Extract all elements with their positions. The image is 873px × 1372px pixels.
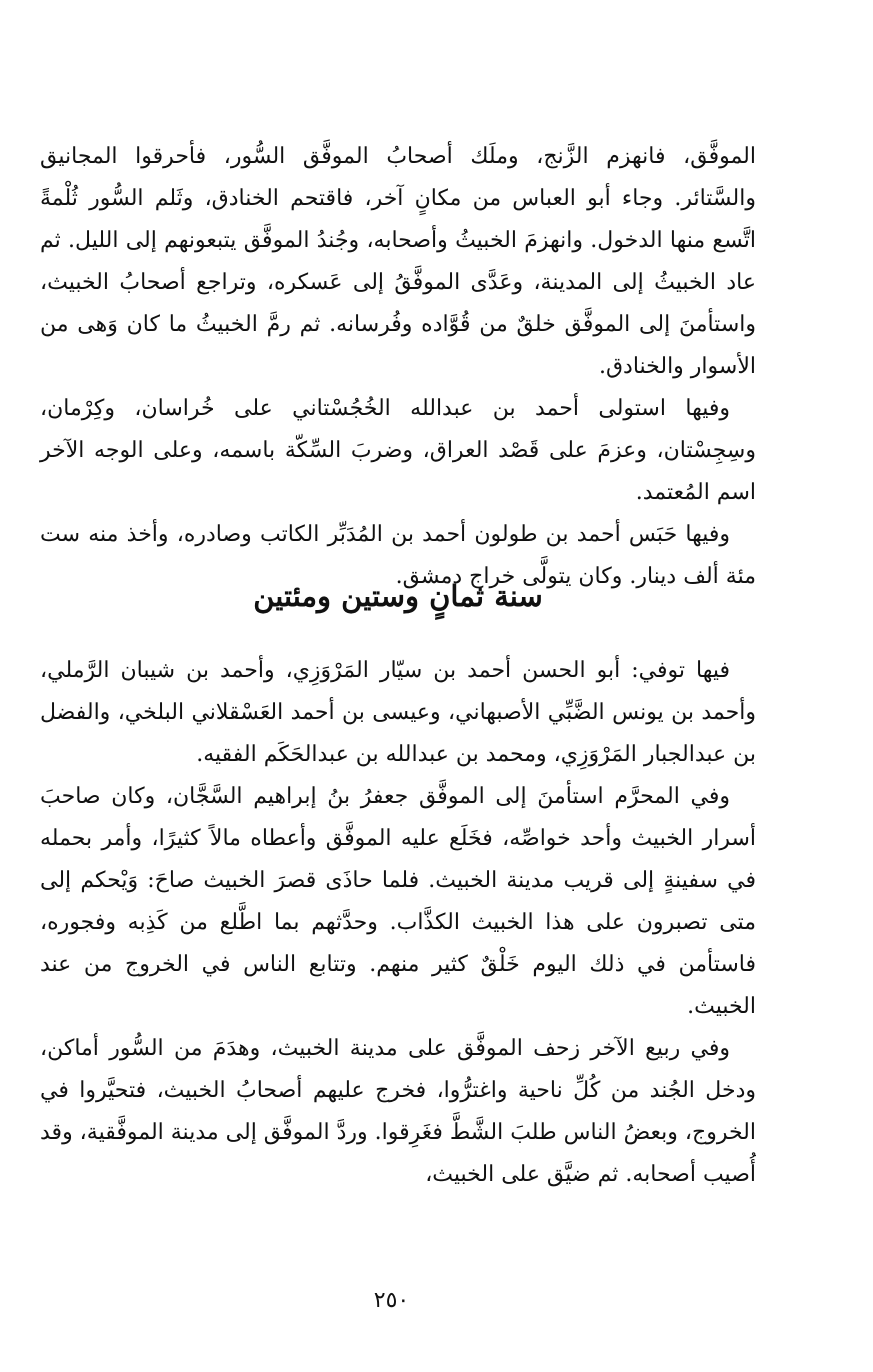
paragraph-khujustani: وفيها استولى أحمد بن عبدالله الخُجُسْتاني على خُراسان، وكِرْمان، وسِجِسْتان، وعزمَ على قَصْد العراق، وضربَ السِّكّة باسمه، وعلى الوجه الآخر اسم المُعتمد. — [40, 396, 756, 505]
section-title: سنة ثمانٍ وستين ومئتين — [253, 579, 543, 613]
paragraph-ibn-tulun: وفيها حَبَس أحمد بن طولون أحمد بن المُدَبِّر الكاتب وصادره، وأخذ منه ست مئة ألف دينار. وكان يتولَّى خراج دمشق. — [40, 522, 756, 589]
page-number: ٢٥٠ — [373, 1288, 410, 1313]
paragraph-rabi-al-akhir: وفي ربيع الآخر زحف الموفَّق على مدينة الخبيث، وهدَمَ من السُّور أماكن، ودخل الجُند من كُلِّ ناحية واغترُّوا، فخرج عليهم أصحابُ الخبيث، فتحيَّروا في الخروج، وبعضُ الناس طلبَ الشَّطَّ فغَرِقوا. وردَّ الموفَّق إلى مدينة الموفَّقية، وقد أُصيب أصحابه. ثم ضيَّق على الخبيث، — [40, 1036, 756, 1187]
paragraph-muharram: وفي المحرَّم استأمنَ إلى الموفَّق جعفرُ بنُ إبراهيم السَّجَّان، وكان صاحبَ أسرار الخبيث وأحد خواصِّه، فخَلَع عليه الموفَّق وأعطاه مالاً كثيرًا، وأمر بحمله في سفينةٍ إلى قريب مدينة الخبيث. فلما حاذَى قصرَ الخبيث صاحَ: وَيْحكم إلى متى تصبرون على هذا الخبيث الكذَّاب. وحدَّثهم بما اطَّلع من كَذِبه وفجوره، فاستأمن في ذلك اليوم خَلْقٌ كثير منهم. وتتابع الناس في الخروج من عند الخبيث. — [40, 784, 756, 1019]
bottom-text-block — [40, 650, 756, 1196]
paragraph-siege: الموفَّق، فانهزم الزَّنج، وملَك أصحابُ الموفَّق السُّور، فأحرقوا المجانيق والسَّتائر. وجاء أبو العباس من مكانٍ آخر، فاقتحم الخنادق، وثَلم السُّور ثُلْمةً اتَّسع منها الدخول. وانهزمَ الخبيثُ وأصحابه، وجُندُ الموفَّق يتبعونهم إلى الليل. ثم عاد الخبيثُ إلى المدينة، وعَدَّى الموفَّقُ إلى عَسكره، وتراجع أصحابُ الخبيث، واستأمنَ إلى الموفَّق خلقٌ من قُوَّاده وفُرسانه. ثم رمَّ الخبيثُ ما كان وَهى من الأسوار والخنادق. — [40, 144, 756, 379]
top-text-block — [40, 136, 756, 598]
paragraph-deaths: فيها توفي: أبو الحسن أحمد بن سيّار المَرْوَزِي، وأحمد بن شيبان الرَّملي، وأحمد بن يونس الضَّبِّي الأصبهاني، وعيسى بن أحمد العَسْقلاني البلخي، والفضل بن عبدالجبار المَرْوَزِي، ومحمد بن عبدالله بن عبدالحَكَم الفقيه. — [40, 658, 756, 767]
